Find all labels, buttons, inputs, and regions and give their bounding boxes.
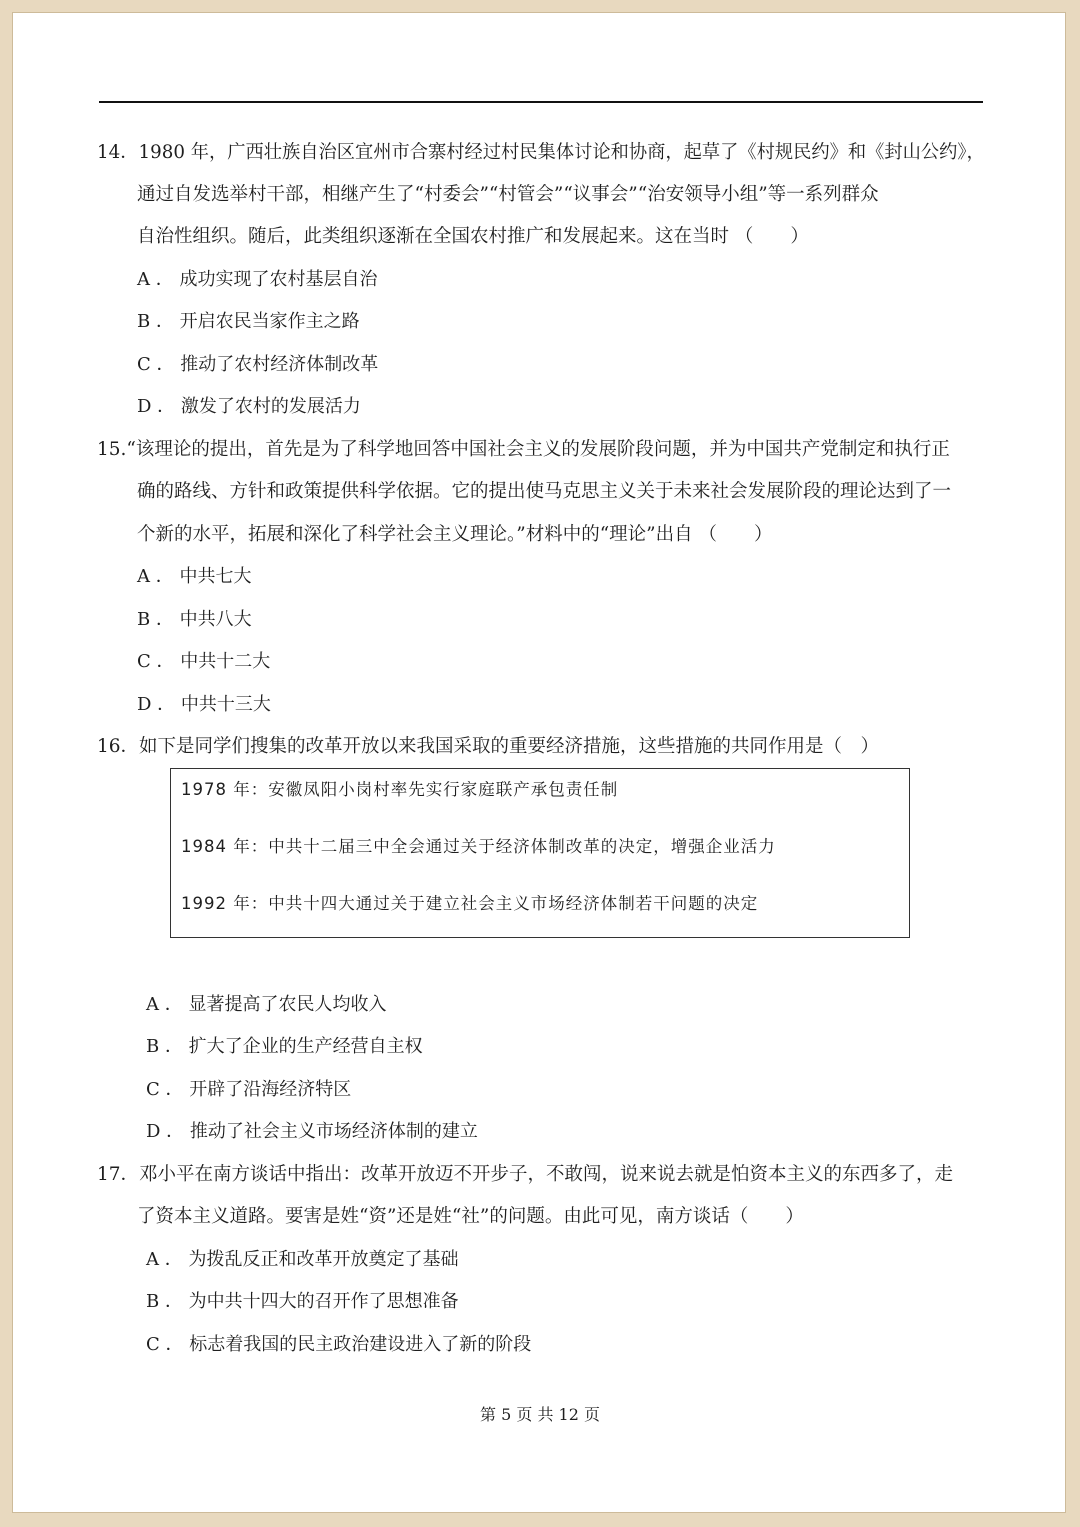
- header-rule: [99, 101, 983, 103]
- q14-stem-line-1: 14．1980 年，广西壮族自治区宜州市合寨村经过村民集体讨论和协商，起草了《村规民约》和《封山公约》，: [97, 142, 985, 163]
- q14-stem-line-2: 通过自发选举村干部，相继产生了“村委会”“村管会”“议事会”“治安领导小组”等一系列群众: [137, 184, 879, 205]
- q14-option-c: C ． 推动了农村经济体制改革: [137, 354, 379, 375]
- q14-stem-line-3: 自治性组织。随后，此类组织逐渐在全国农村推广和发展起来。这在当时 （ ）: [137, 226, 809, 247]
- q15-option-b: B ． 中共八大: [137, 609, 252, 630]
- q17-stem-line-1: 17．邓小平在南方谈话中指出：改革开放迈不开步子，不敢闯，说来说去就是怕资本主义的东西多了，走: [97, 1164, 954, 1185]
- q16-option-c: C ． 开辟了沿海经济特区: [146, 1079, 352, 1100]
- q17-stem-line-2: 了资本主义道路。要害是姓“资”还是姓“社”的问题。由此可见，南方谈话（ ）: [137, 1206, 804, 1227]
- q16-option-d: D ． 推动了社会主义市场经济体制的建立: [146, 1121, 478, 1142]
- q14-option-d: D ． 激发了农村的发展活力: [137, 396, 361, 417]
- q17-option-a: A ． 为拨乱反正和改革开放奠定了基础: [146, 1249, 459, 1270]
- q15-stem-line-2: 确的路线、方针和政策提供科学依据。它的提出使马克思主义关于未来社会发展阶段的理论达到了一: [137, 481, 952, 502]
- q16-stem-line-1: 16．如下是同学们搜集的改革开放以来我国采取的重要经济措施，这些措施的共同作用是（ ）: [97, 736, 880, 757]
- q16-material-row: 1984 年：中共十二届三中全会通过关于经济体制改革的决定，增强企业活力: [181, 837, 776, 856]
- exam-page: [12, 12, 1066, 1513]
- q15-option-c: C ． 中共十二大: [137, 651, 271, 672]
- q17-option-b: B ． 为中共十四大的召开作了思想准备: [146, 1291, 459, 1312]
- q14-option-a: A ． 成功实现了农村基层自治: [137, 269, 378, 290]
- q16-material-row: 1992 年：中共十四大通过关于建立社会主义市场经济体制若干问题的决定: [181, 894, 759, 913]
- page-number-footer: 第 5 页 共 12 页: [480, 1405, 600, 1424]
- q14-option-b: B ． 开启农民当家作主之路: [137, 311, 360, 332]
- q15-option-a: A ． 中共七大: [137, 566, 252, 587]
- q15-stem-line-3: 个新的水平，拓展和深化了科学社会主义理论。”材料中的“理论”出自 （ ）: [137, 524, 773, 545]
- q15-stem-line-1: 15.“该理论的提出，首先是为了科学地回答中国社会主义的发展阶段问题，并为中国共产党制定和执行正: [97, 439, 950, 460]
- q16-option-b: B ． 扩大了企业的生产经营自主权: [146, 1036, 423, 1057]
- q16-material-row: 1978 年：安徽凤阳小岗村率先实行家庭联产承包责任制: [181, 780, 619, 799]
- q15-option-d: D ． 中共十三大: [137, 694, 271, 715]
- q16-material-box: [170, 768, 910, 938]
- q16-option-a: A ． 显著提高了农民人均收入: [146, 994, 387, 1015]
- q17-option-c: C ． 标志着我国的民主政治建设进入了新的阶段: [146, 1334, 532, 1355]
